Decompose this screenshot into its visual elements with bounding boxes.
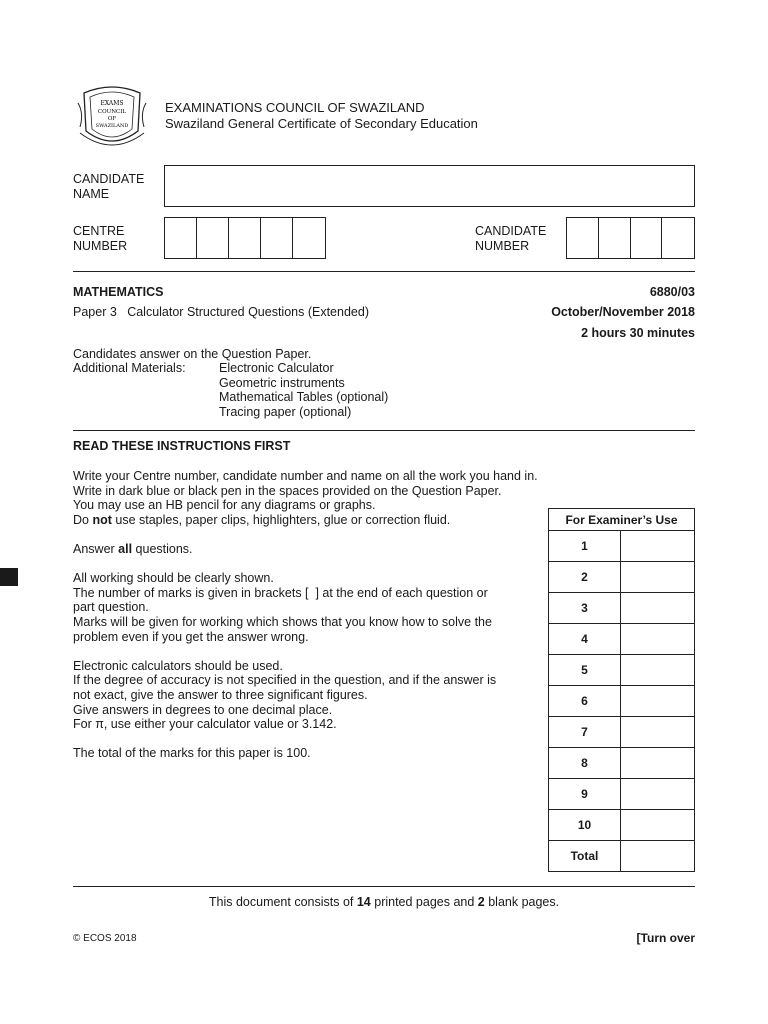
svg-text:SWAZILAND: SWAZILAND — [95, 123, 129, 129]
digit-box[interactable] — [293, 218, 325, 258]
duration: 2 hours 30 minutes — [581, 326, 695, 340]
mark-cell — [621, 810, 695, 841]
centre-number-label: CENTRE NUMBER — [73, 224, 128, 253]
page-edge-marker — [0, 568, 18, 586]
divider — [73, 886, 695, 887]
org-subtitle: Swaziland General Certificate of Secondary Education — [165, 116, 478, 131]
paper-code: 6880/03 — [649, 285, 695, 299]
svg-text:OF: OF — [107, 116, 117, 122]
table-row: 5 — [549, 655, 695, 686]
materials-list — [219, 361, 388, 419]
candidate-number-field[interactable] — [566, 217, 695, 259]
table-row: 9 — [549, 779, 695, 810]
mark-cell — [621, 779, 695, 810]
session: October/November 2018 — [551, 305, 695, 319]
table-row: 1 — [549, 531, 695, 562]
material-item: Electronic Calculator — [219, 361, 334, 375]
table-row: 6 — [549, 686, 695, 717]
table-row: 10 — [549, 810, 695, 841]
mark-cell — [621, 717, 695, 748]
subject: MATHEMATICS — [73, 285, 164, 299]
material-item: Geometric instruments — [219, 375, 345, 390]
table-row: 3 — [549, 593, 695, 624]
table-row: 4 — [549, 624, 695, 655]
org-title: EXAMINATIONS COUNCIL OF SWAZILAND — [165, 100, 425, 115]
table-row: 8 — [549, 748, 695, 779]
mark-cell — [621, 562, 695, 593]
svg-text:COUNCIL: COUNCIL — [97, 109, 127, 115]
digit-box[interactable] — [197, 218, 229, 258]
digit-box[interactable] — [631, 218, 663, 258]
mark-cell — [621, 531, 695, 562]
examiner-table-heading: For Examiner’s Use — [549, 509, 695, 531]
mark-cell — [621, 841, 695, 872]
mark-cell — [621, 593, 695, 624]
materials-label: Additional Materials: — [73, 361, 186, 375]
turn-over: [Turn over — [636, 931, 695, 945]
copyright: © ECOS 2018 — [73, 933, 137, 944]
mark-cell — [621, 748, 695, 779]
digit-box[interactable] — [229, 218, 261, 258]
mark-cell — [621, 686, 695, 717]
table-row: Total — [549, 841, 695, 872]
svg-text:EXAMS: EXAMS — [100, 100, 124, 107]
candidate-name-label: CANDIDATE NAME — [73, 172, 145, 201]
digit-box[interactable] — [165, 218, 197, 258]
mark-cell — [621, 655, 695, 686]
instructions-body: Write your Centre number, candidate number and name on all the work you hand in. Write in dark blue or black pen in the spaces provided on the Question Paper. You may use an HB pencil for any diagrams or graphs. Do not use staples, paper clips, highlighters, glue or correction fluid. Answer all questions. All working should be clearly shown. The number of marks is given in brackets [ ] at the end of each question or part question. Marks will be given for working which shows that you know how to solve the problem even if you get the answer wrong. Electronic calculators should be used. If the degree of accuracy is not specified in the question, and if the answer is not exact, give the answer to three significant figures. Give answers in degrees to one decimal place. For π, use either your calculator value or 3.142. The total of the marks for this paper is 100. — [73, 469, 538, 761]
council-logo — [74, 83, 150, 151]
mark-cell — [621, 624, 695, 655]
digit-box[interactable] — [662, 218, 694, 258]
examiner-use-table — [548, 508, 695, 872]
divider — [73, 271, 695, 272]
paper-title: Paper 3 Calculator Structured Questions (Extended) — [73, 305, 369, 319]
candidate-number-label: CANDIDATE NUMBER — [475, 224, 547, 253]
material-item: Mathematical Tables (optional) — [219, 390, 389, 404]
page-count: This document consists of 14 printed pages and 2 blank pages. — [208, 895, 560, 909]
digit-box[interactable] — [567, 218, 599, 258]
digit-box[interactable] — [261, 218, 293, 258]
digit-box[interactable] — [599, 218, 631, 258]
material-item: Tracing paper (optional) — [219, 404, 352, 419]
table-row: 7 — [549, 717, 695, 748]
instructions-heading: READ THESE INSTRUCTIONS FIRST — [73, 439, 291, 453]
table-row: 2 — [549, 562, 695, 593]
candidate-name-field[interactable] — [164, 165, 695, 207]
answer-on: Candidates answer on the Question Paper. — [73, 347, 312, 361]
centre-number-field[interactable] — [164, 217, 326, 259]
divider — [73, 430, 695, 431]
